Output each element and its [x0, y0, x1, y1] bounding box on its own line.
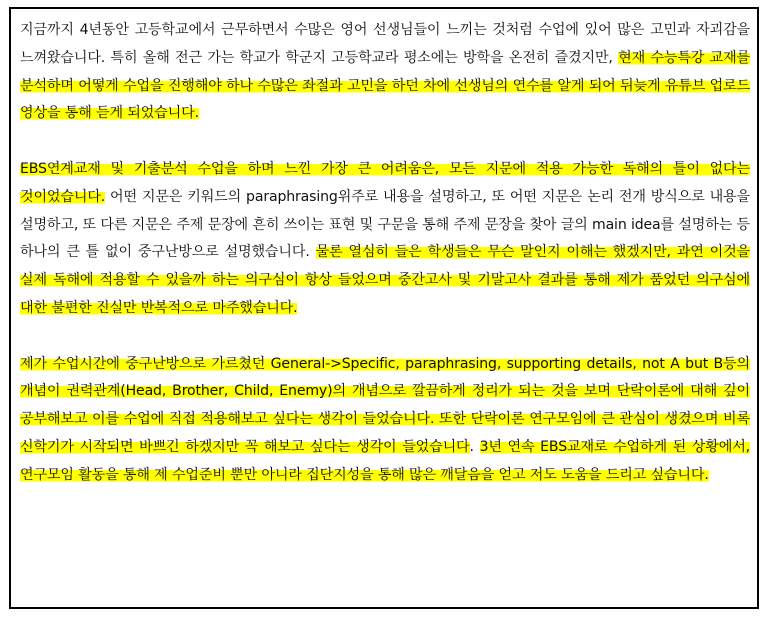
- paragraph-1-highlight-1: 현재 수능특강 교재를 분석하며 어떻게 수업을 진행해야 하나 수많은 좌절과 고민을 하던 차에 선생님의 연수를 알게 되어 뒤늦게 유튜브 업로드 영상을 통해 듣게 되었습니다.: [20, 49, 751, 122]
- paragraph-3: [20, 351, 750, 490]
- paragraph-2-text-1: 어떤 지문은 키워드의 paraphrasing위주로 내용을 설명하고, 또 어떤 지문은 논리 전개 방식으로 내용을 설명하고, 또 다른 지문은 주제 문장에 흔히 쓰이는 표현 및 구문을 통해 주제 문장을 찾아 글의 main idea를 설명하는 등 하나의 큰 틀 없이 중구난방으로 설명했습니다.: [20, 188, 750, 261]
- paragraph-1-text-1: 지금까지 4년동안 고등학교에서 근무하면서 수많은 영어 선생님들이 느끼는 것처럼 수업에 있어 많은 고민과 자괴감을 느껴왔습니다. 특히 올해 전근 가는 학교가 학군지 고등학교라 평소에는 방학을 온전히 즐겼지만,: [20, 22, 750, 66]
- document-frame: [9, 7, 759, 609]
- paragraph-2-highlight-2: 물론 열심히 들은 학생들은 무슨 말인지 이해는 했겠지만, 과연 이것을 실제 독해에 적용할 수 있을까 하는 의구심이 항상 들었으며 중간고사 및 기말고사 결과를 통해 제가 품었던 의구심에 대한 불편한 진실만 반복적으로 마주했습니다.: [20, 244, 750, 316]
- paragraph-1: [20, 17, 750, 128]
- paragraph-3-highlight-1: 제가 수업시간에 중구난방으로 가르쳤던 General->Specific, paraphrasing, supporting details, not A but B등의 개념이 권력관계(Head, Brother, Child, Enemy)의 개념으로 깔끔하게 정리가 되는 것을 보며 단락이론에 대해 깊이 공부해보고 이를 수업에 직접 적용해보고 싶다는 생각이 들었습니다. 또한 단락이론 연구모임에 큰 관심이 생겼으며 비록 신학기가 시작되면 바쁘긴 하겠지만 꼭 해보고 싶다는 생각이 들었습니다: [20, 355, 750, 455]
- paragraph-3-highlight-2: 3년 연속 EBS교재로 수업하게 된 상황에서, 연구모임 활동을 통해 제 수업준비 뿐만 아니라 집단지성을 통해 많은 깨달음을 얻고 저도 도움을 드리고 싶습니다.: [20, 438, 750, 483]
- paragraph-2-highlight-1: EBS연계교재 및 기출분석 수업을 하며 느낀 가장 큰 어려움은, 모든 지문에 적용 가능한 독해의 틀이 없다는 것이었습니다.: [20, 160, 750, 205]
- paragraph-2: [20, 156, 750, 323]
- document-body: [20, 17, 750, 490]
- paragraph-3-text-1: .: [469, 438, 480, 455]
